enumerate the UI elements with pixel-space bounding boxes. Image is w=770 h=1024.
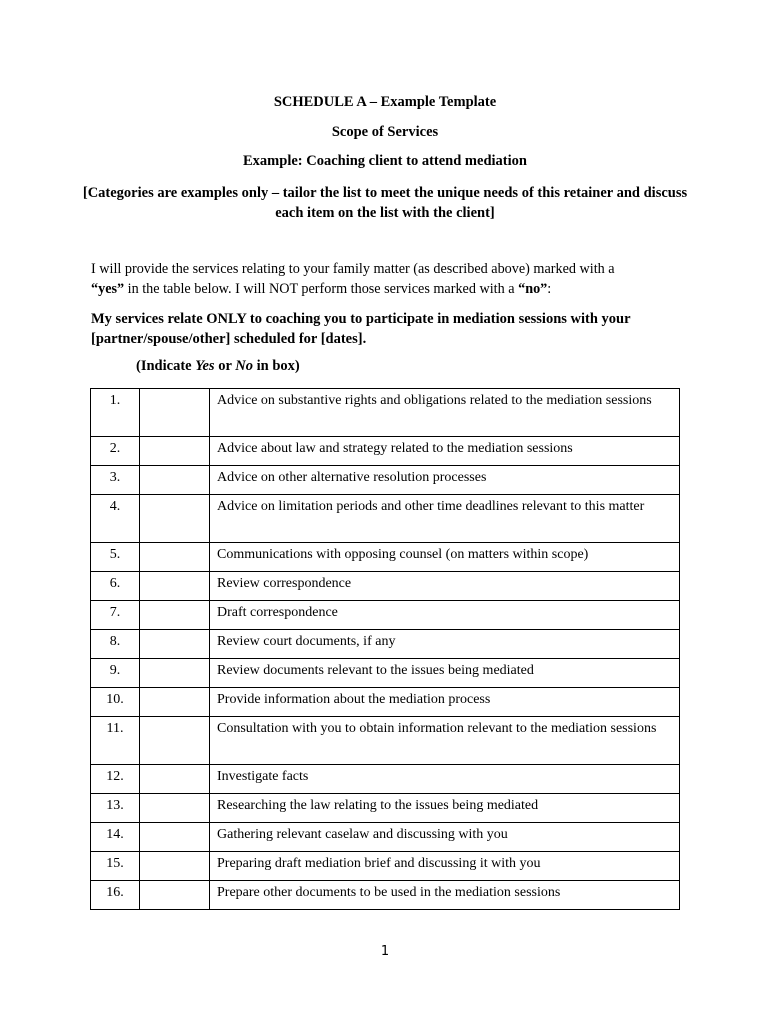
yes-term: “yes” [91, 280, 125, 297]
no-term: “no” [518, 280, 548, 297]
service-description: Gathering relevant caselaw and discussing with you [210, 823, 680, 852]
intro-paragraph [91, 260, 691, 299]
table-row [91, 466, 680, 495]
yes-no-box[interactable] [140, 659, 210, 688]
schedule-title: SCHEDULE A – Example Template [273, 94, 497, 110]
table-row [91, 543, 680, 572]
row-number: 16. [91, 881, 140, 910]
intro-middle: in the table below. I will NOT perform those services marked with a [124, 280, 519, 297]
row-number: 11. [91, 717, 140, 765]
page-number: 1 [380, 944, 390, 959]
table-row [91, 437, 680, 466]
row-number: 2. [91, 437, 140, 466]
services-table [90, 388, 680, 910]
yes-no-box[interactable] [140, 688, 210, 717]
table-row [91, 765, 680, 794]
row-number: 8. [91, 630, 140, 659]
table-row [91, 717, 680, 765]
categories-note: [Categories are examples only – tailor the list to meet the unique needs of this retainer and discuss each item on the list with the client] [82, 185, 688, 221]
service-description: Communications with opposing counsel (on matters within scope) [210, 543, 680, 572]
table-row [91, 495, 680, 543]
scope-statement: My services relate ONLY to coaching you to participate in mediation sessions with your [partner/spouse/other] scheduled for [dates]. [91, 311, 631, 347]
row-number: 3. [91, 466, 140, 495]
row-number: 12. [91, 765, 140, 794]
table-row [91, 572, 680, 601]
yes-no-box[interactable] [140, 852, 210, 881]
yes-no-box[interactable] [140, 572, 210, 601]
yes-no-box[interactable] [140, 630, 210, 659]
yes-no-box[interactable] [140, 437, 210, 466]
services-table-body [91, 389, 680, 910]
service-description: Review court documents, if any [210, 630, 680, 659]
table-row [91, 601, 680, 630]
yes-no-box[interactable] [140, 466, 210, 495]
table-row [91, 852, 680, 881]
row-number: 4. [91, 495, 140, 543]
table-row [91, 794, 680, 823]
row-number: 13. [91, 794, 140, 823]
row-number: 10. [91, 688, 140, 717]
row-number: 15. [91, 852, 140, 881]
indicate-yes: Yes [195, 358, 215, 374]
yes-no-box[interactable] [140, 823, 210, 852]
yes-no-box[interactable] [140, 717, 210, 765]
service-description: Provide information about the mediation process [210, 688, 680, 717]
intro-line: I will provide the services relating to your family matter (as described above) marked with a [91, 261, 615, 277]
yes-no-box[interactable] [140, 794, 210, 823]
service-description: Preparing draft mediation brief and discussing it with you [210, 852, 680, 881]
yes-no-box[interactable] [140, 389, 210, 437]
table-row [91, 881, 680, 910]
indicate-instruction: (Indicate Yes or No in box) [136, 358, 300, 374]
service-description: Draft correspondence [210, 601, 680, 630]
service-description: Researching the law relating to the issues being mediated [210, 794, 680, 823]
table-row [91, 630, 680, 659]
service-description: Consultation with you to obtain information relevant to the mediation sessions [210, 717, 680, 765]
table-row [91, 389, 680, 437]
row-number: 1. [91, 389, 140, 437]
yes-no-box[interactable] [140, 765, 210, 794]
service-description: Advice on other alternative resolution processes [210, 466, 680, 495]
service-description: Advice on limitation periods and other time deadlines relevant to this matter [210, 495, 680, 543]
service-description: Prepare other documents to be used in the mediation sessions [210, 881, 680, 910]
intro-end: : [547, 280, 552, 297]
indicate-no: No [235, 358, 253, 374]
row-number: 5. [91, 543, 140, 572]
yes-no-box[interactable] [140, 495, 210, 543]
yes-no-box[interactable] [140, 543, 210, 572]
service-description: Review correspondence [210, 572, 680, 601]
row-number: 6. [91, 572, 140, 601]
row-number: 7. [91, 601, 140, 630]
yes-no-box[interactable] [140, 881, 210, 910]
table-row [91, 659, 680, 688]
table-row [91, 823, 680, 852]
service-description: Investigate facts [210, 765, 680, 794]
service-description: Review documents relevant to the issues being mediated [210, 659, 680, 688]
table-row [91, 688, 680, 717]
service-description: Advice on substantive rights and obligations related to the mediation sessions [210, 389, 680, 437]
row-number: 9. [91, 659, 140, 688]
service-description: Advice about law and strategy related to the mediation sessions [210, 437, 680, 466]
yes-no-box[interactable] [140, 601, 210, 630]
schedule-example-heading: Example: Coaching client to attend mediation [243, 153, 527, 169]
schedule-subtitle: Scope of Services [331, 124, 439, 140]
row-number: 14. [91, 823, 140, 852]
